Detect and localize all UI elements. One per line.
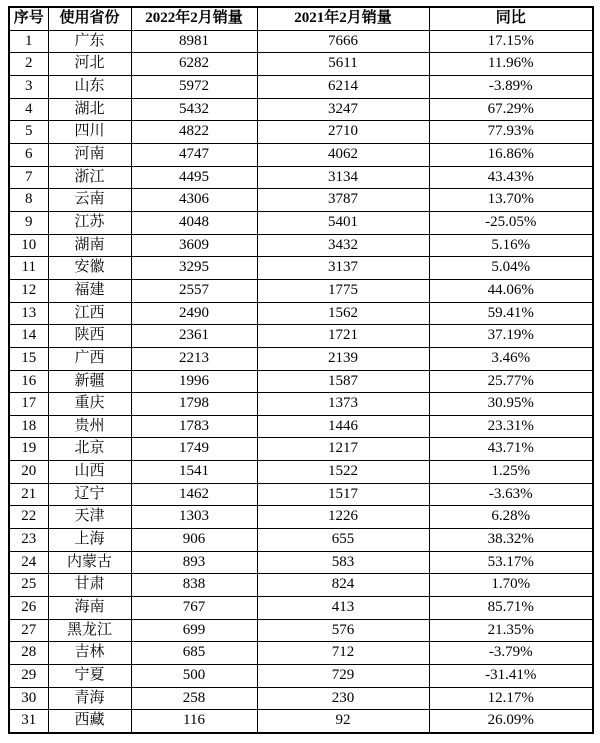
cell-index: 1 <box>9 30 48 53</box>
table-row <box>9 551 593 574</box>
cell-sales-2022: 6282 <box>131 53 257 76</box>
table-row <box>9 189 593 212</box>
cell-index: 21 <box>9 483 48 506</box>
cell-yoy: 26.09% <box>429 710 593 733</box>
cell-province: 新疆 <box>48 370 131 393</box>
table-row <box>9 143 593 166</box>
column-header: 2021年2月销量 <box>257 7 429 30</box>
cell-index: 23 <box>9 529 48 552</box>
cell-sales-2022: 3609 <box>131 234 257 257</box>
cell-yoy: 77.93% <box>429 121 593 144</box>
cell-sales-2021: 1217 <box>257 438 429 461</box>
table-row <box>9 257 593 280</box>
cell-province: 贵州 <box>48 415 131 438</box>
table-row <box>9 415 593 438</box>
cell-sales-2021: 2710 <box>257 121 429 144</box>
cell-yoy: 67.29% <box>429 98 593 121</box>
cell-sales-2022: 1783 <box>131 415 257 438</box>
cell-index: 31 <box>9 710 48 733</box>
cell-index: 11 <box>9 257 48 280</box>
cell-province: 甘肃 <box>48 574 131 597</box>
cell-province: 北京 <box>48 438 131 461</box>
cell-province: 河北 <box>48 53 131 76</box>
cell-province: 广西 <box>48 347 131 370</box>
cell-sales-2022: 4747 <box>131 143 257 166</box>
column-header: 2022年2月销量 <box>131 7 257 30</box>
cell-yoy: 43.43% <box>429 166 593 189</box>
column-header: 序号 <box>9 7 48 30</box>
cell-sales-2022: 4495 <box>131 166 257 189</box>
cell-index: 4 <box>9 98 48 121</box>
cell-index: 10 <box>9 234 48 257</box>
cell-index: 29 <box>9 665 48 688</box>
table-row <box>9 619 593 642</box>
cell-sales-2021: 729 <box>257 665 429 688</box>
cell-sales-2021: 1373 <box>257 393 429 416</box>
cell-sales-2022: 2213 <box>131 347 257 370</box>
cell-sales-2022: 4048 <box>131 211 257 234</box>
cell-province: 黑龙江 <box>48 619 131 642</box>
table-row <box>9 347 593 370</box>
cell-sales-2021: 4062 <box>257 143 429 166</box>
table-row <box>9 483 593 506</box>
table-row <box>9 687 593 710</box>
cell-sales-2021: 7666 <box>257 30 429 53</box>
cell-sales-2022: 2361 <box>131 325 257 348</box>
cell-yoy: -31.41% <box>429 665 593 688</box>
cell-yoy: 13.70% <box>429 189 593 212</box>
cell-sales-2021: 6214 <box>257 75 429 98</box>
cell-sales-2021: 5611 <box>257 53 429 76</box>
cell-sales-2021: 5401 <box>257 211 429 234</box>
cell-yoy: -25.05% <box>429 211 593 234</box>
table-head <box>9 7 593 30</box>
cell-index: 12 <box>9 279 48 302</box>
cell-yoy: 3.46% <box>429 347 593 370</box>
cell-sales-2022: 1462 <box>131 483 257 506</box>
table-row <box>9 529 593 552</box>
cell-sales-2021: 1226 <box>257 506 429 529</box>
cell-sales-2022: 3295 <box>131 257 257 280</box>
cell-province: 安徽 <box>48 257 131 280</box>
cell-province: 上海 <box>48 529 131 552</box>
cell-yoy: -3.89% <box>429 75 593 98</box>
cell-yoy: 38.32% <box>429 529 593 552</box>
table-row <box>9 75 593 98</box>
table-row <box>9 506 593 529</box>
cell-yoy: 59.41% <box>429 302 593 325</box>
cell-province: 四川 <box>48 121 131 144</box>
cell-sales-2022: 116 <box>131 710 257 733</box>
cell-sales-2022: 1541 <box>131 461 257 484</box>
cell-sales-2021: 655 <box>257 529 429 552</box>
column-header: 同比 <box>429 7 593 30</box>
cell-sales-2022: 1996 <box>131 370 257 393</box>
cell-yoy: 30.95% <box>429 393 593 416</box>
cell-province: 江苏 <box>48 211 131 234</box>
table-row <box>9 665 593 688</box>
cell-index: 5 <box>9 121 48 144</box>
column-header: 使用省份 <box>48 7 131 30</box>
cell-sales-2021: 1721 <box>257 325 429 348</box>
cell-yoy: 5.16% <box>429 234 593 257</box>
table-row <box>9 438 593 461</box>
cell-province: 内蒙古 <box>48 551 131 574</box>
table-row <box>9 325 593 348</box>
table-row <box>9 710 593 733</box>
cell-yoy: 1.70% <box>429 574 593 597</box>
cell-sales-2022: 2557 <box>131 279 257 302</box>
cell-index: 13 <box>9 302 48 325</box>
cell-yoy: 11.96% <box>429 53 593 76</box>
cell-sales-2022: 5432 <box>131 98 257 121</box>
cell-yoy: 17.15% <box>429 30 593 53</box>
cell-province: 青海 <box>48 687 131 710</box>
cell-yoy: 6.28% <box>429 506 593 529</box>
cell-yoy: -3.63% <box>429 483 593 506</box>
cell-province: 宁夏 <box>48 665 131 688</box>
cell-yoy: 21.35% <box>429 619 593 642</box>
cell-sales-2021: 413 <box>257 597 429 620</box>
cell-sales-2022: 4306 <box>131 189 257 212</box>
cell-sales-2022: 906 <box>131 529 257 552</box>
cell-province: 西藏 <box>48 710 131 733</box>
cell-index: 19 <box>9 438 48 461</box>
cell-index: 22 <box>9 506 48 529</box>
cell-yoy: 1.25% <box>429 461 593 484</box>
table-row <box>9 574 593 597</box>
cell-index: 2 <box>9 53 48 76</box>
cell-sales-2021: 1517 <box>257 483 429 506</box>
cell-sales-2022: 500 <box>131 665 257 688</box>
cell-index: 30 <box>9 687 48 710</box>
cell-index: 26 <box>9 597 48 620</box>
cell-sales-2022: 838 <box>131 574 257 597</box>
cell-index: 27 <box>9 619 48 642</box>
cell-sales-2021: 3247 <box>257 98 429 121</box>
cell-province: 浙江 <box>48 166 131 189</box>
cell-province: 河南 <box>48 143 131 166</box>
cell-index: 25 <box>9 574 48 597</box>
cell-yoy: 37.19% <box>429 325 593 348</box>
cell-sales-2021: 824 <box>257 574 429 597</box>
cell-index: 7 <box>9 166 48 189</box>
table-row <box>9 53 593 76</box>
cell-index: 6 <box>9 143 48 166</box>
cell-yoy: 44.06% <box>429 279 593 302</box>
cell-province: 广东 <box>48 30 131 53</box>
cell-yoy: 23.31% <box>429 415 593 438</box>
province-sales-table <box>8 6 594 734</box>
cell-sales-2021: 1446 <box>257 415 429 438</box>
cell-yoy: 5.04% <box>429 257 593 280</box>
cell-sales-2021: 3134 <box>257 166 429 189</box>
cell-yoy: 85.71% <box>429 597 593 620</box>
cell-yoy: -3.79% <box>429 642 593 665</box>
cell-province: 山东 <box>48 75 131 98</box>
cell-sales-2021: 712 <box>257 642 429 665</box>
cell-index: 3 <box>9 75 48 98</box>
cell-sales-2022: 8981 <box>131 30 257 53</box>
table-row <box>9 642 593 665</box>
cell-sales-2021: 3432 <box>257 234 429 257</box>
table-row <box>9 30 593 53</box>
table-row <box>9 98 593 121</box>
cell-sales-2022: 1749 <box>131 438 257 461</box>
cell-index: 15 <box>9 347 48 370</box>
cell-province: 云南 <box>48 189 131 212</box>
table-row <box>9 211 593 234</box>
cell-province: 湖南 <box>48 234 131 257</box>
table-row <box>9 166 593 189</box>
cell-index: 28 <box>9 642 48 665</box>
cell-sales-2021: 3137 <box>257 257 429 280</box>
cell-sales-2022: 2490 <box>131 302 257 325</box>
table-row <box>9 461 593 484</box>
cell-sales-2021: 230 <box>257 687 429 710</box>
cell-yoy: 25.77% <box>429 370 593 393</box>
cell-sales-2021: 1775 <box>257 279 429 302</box>
cell-sales-2021: 583 <box>257 551 429 574</box>
cell-yoy: 53.17% <box>429 551 593 574</box>
table-row <box>9 370 593 393</box>
cell-province: 陕西 <box>48 325 131 348</box>
table-row <box>9 279 593 302</box>
cell-province: 辽宁 <box>48 483 131 506</box>
cell-index: 8 <box>9 189 48 212</box>
cell-index: 24 <box>9 551 48 574</box>
table-row <box>9 121 593 144</box>
cell-sales-2022: 1303 <box>131 506 257 529</box>
cell-province: 吉林 <box>48 642 131 665</box>
table-row <box>9 393 593 416</box>
cell-sales-2022: 699 <box>131 619 257 642</box>
cell-index: 17 <box>9 393 48 416</box>
cell-yoy: 16.86% <box>429 143 593 166</box>
cell-province: 江西 <box>48 302 131 325</box>
cell-index: 16 <box>9 370 48 393</box>
cell-sales-2021: 3787 <box>257 189 429 212</box>
cell-province: 重庆 <box>48 393 131 416</box>
cell-sales-2021: 92 <box>257 710 429 733</box>
cell-province: 湖北 <box>48 98 131 121</box>
table-row <box>9 234 593 257</box>
cell-index: 9 <box>9 211 48 234</box>
cell-sales-2022: 258 <box>131 687 257 710</box>
cell-sales-2022: 5972 <box>131 75 257 98</box>
table-row <box>9 302 593 325</box>
cell-sales-2021: 2139 <box>257 347 429 370</box>
cell-index: 18 <box>9 415 48 438</box>
cell-sales-2022: 767 <box>131 597 257 620</box>
cell-province: 海南 <box>48 597 131 620</box>
cell-index: 20 <box>9 461 48 484</box>
cell-sales-2022: 893 <box>131 551 257 574</box>
cell-sales-2022: 685 <box>131 642 257 665</box>
cell-yoy: 43.71% <box>429 438 593 461</box>
cell-province: 天津 <box>48 506 131 529</box>
cell-province: 山西 <box>48 461 131 484</box>
cell-sales-2021: 1587 <box>257 370 429 393</box>
cell-sales-2021: 1522 <box>257 461 429 484</box>
cell-sales-2022: 1798 <box>131 393 257 416</box>
table-body <box>9 30 593 733</box>
cell-sales-2021: 576 <box>257 619 429 642</box>
cell-province: 福建 <box>48 279 131 302</box>
cell-index: 14 <box>9 325 48 348</box>
table-row <box>9 597 593 620</box>
cell-yoy: 12.17% <box>429 687 593 710</box>
cell-sales-2021: 1562 <box>257 302 429 325</box>
cell-sales-2022: 4822 <box>131 121 257 144</box>
header-row <box>9 7 593 30</box>
